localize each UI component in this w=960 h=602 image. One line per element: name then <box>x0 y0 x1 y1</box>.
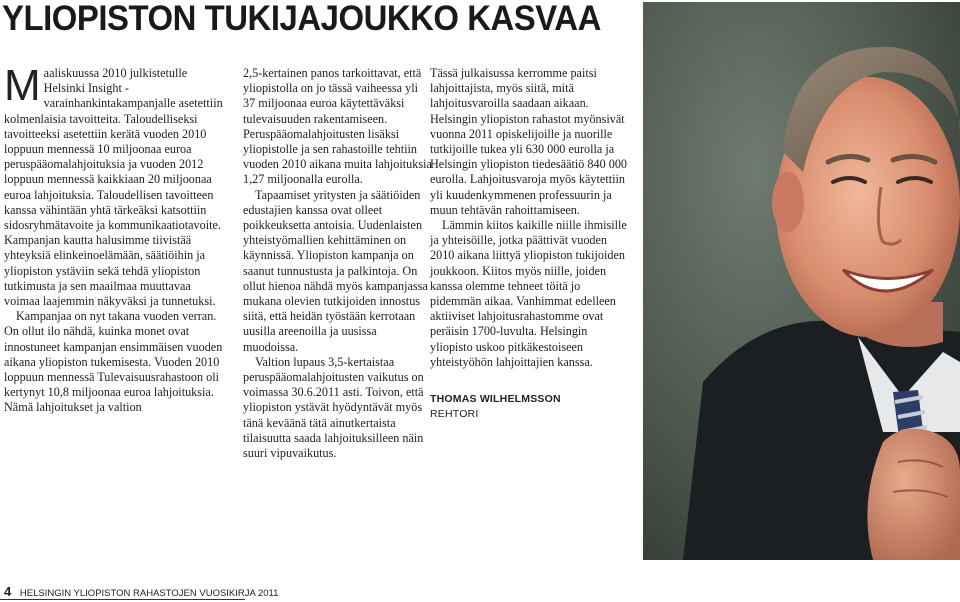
paragraph <box>4 61 228 309</box>
portrait-illustration <box>643 2 960 560</box>
portrait-photo <box>643 2 960 560</box>
column-3 <box>430 66 630 422</box>
column-1 <box>4 61 228 416</box>
signature-title: REHTORI <box>430 408 479 421</box>
paragraph: 2,5-kertainen panos tarkoittavat, että yliopistolla on jo tässä vaiheessa yli 37 miljoonaa euroa käytettäväksi tulevaisuuden rakentamiseen. Peruspääomalahjoitusten lisäksi yliopistolle ja sen rahastoille tehtiin vuoden 2010 aikana muita lahjoituksia 1,27 miljoonalla eurolla. <box>243 66 432 187</box>
column-2 <box>243 66 433 461</box>
paragraph: Kampanjaa on nyt takana vuoden verran. On ollut ilo nähdä, kuinka monet ovat innostuneet kampanjan ensimmäisen vuoden aikana yliopiston tukemisesta. Vuoden 2010 loppuun mennessä Tulevaisuusrahastoon oli kertynyt 10,8 miljoonaa euroa lahjoituksia. Nämä lahjoitukset ja valtion <box>4 309 223 415</box>
headline: YLIOPISTON TUKIJAJOUKKO KASVAA <box>2 0 601 38</box>
drop-cap: M <box>4 61 41 110</box>
paragraph: Tässä julkaisussa kerromme paitsi lahjoittajista, myös siitä, mitä lahjoitusvaroilla saadaan aikaan. Helsingin yliopiston rahastot myönsivät vuonna 2011 opiskelijoille ja nuorille tutkijoille tukea yli 630 000 eurolla ja Helsingin yliopiston tiedesäätiö 840 000 eurolla. Lahjoitusvaroja myös käytettiin yli kuudenkymmenen professuurin ja muun tehtävän rahoittamiseen. <box>430 66 628 217</box>
paragraph: Tapaamiset yritysten ja säätiöiden edustajien kanssa ovat olleet poikkeuksetta antoisia. Uudenlaisten yhteistyömallien kehittäminen on käynnissä. Yliopiston kampanja on saanut tunnustusta ja palkintoja. On ollut hienoa nähdä myös kampanjassa mukana olevien tutkijoiden innostus siitä, että heidän työstään kerrotaan uusilla areenoilla ja uusissa muodoissa. <box>243 187 428 354</box>
paragraph-text: aaliskuussa 2010 julkistetulle Helsinki Insight -varainhankintakampanjalle asetettiin kolmenlaisia tavoitteita. Taloudelliseksi tavoitteeksi asetettiin kerätä vuoden 2010 loppuun mennessä 10 miljoonaa euroa peruspääomalahjoituksia ja vuoden 2012 loppuun mennessä kaikkiaan 20 miljoonaa euroa lahjoituksia. Taloudellisen tavoitteen kanssa vähintään yhtä tärkeäksi katsottiin sidosryhmätavoite ja kommunikaatiotavoite. Kampanjan kautta halusimme tiivistää yhteyksiä elinkeinoelämään, säätiöihin ja yliopiston ystäviin sekä tehdä yliopiston tutkimusta ja sen maailmaa muuttavaa voimaa laajemmin näkyväksi ja tunnetuksi. <box>4 66 223 309</box>
footer-divider <box>0 599 245 600</box>
signature-name: THOMAS WILHELMSSON <box>430 393 561 406</box>
publication-title: HELSINGIN YLIOPISTON RAHASTOJEN VUOSIKIRJA 2011 <box>19 588 279 599</box>
page-footer <box>4 584 278 599</box>
paragraph: Valtion lupaus 3,5-kertaistaa peruspääomalahjoitusten vaikutus on voimassa 30.6.2011 asti. Toivon, että yliopiston ystävät hyödyntävät myös tänä keväänä tätä ainutkertaista tilaisuutta saada lahjoituksilleen näin suuri vipuvaikutus. <box>243 354 424 461</box>
paragraph: Lämmin kiitos kaikille niille ihmisille ja yhteisöille, jotka päättivät vuoden 2010 aikana liittyä yliopiston tukijoiden joukkoon. Kiitos myös niille, joiden kanssa olemme tehneet töitä jo pidemmän aikaa. Vanhimmat edelleen aktiiviset lahjoitusrahastomme ovat peräisin 1700-luvulta. Helsingin yliopisto uskoo pitkäkestoiseen yhteistyöhön lahjoittajien kanssa. <box>430 218 627 369</box>
page-number: 4 <box>4 584 12 599</box>
